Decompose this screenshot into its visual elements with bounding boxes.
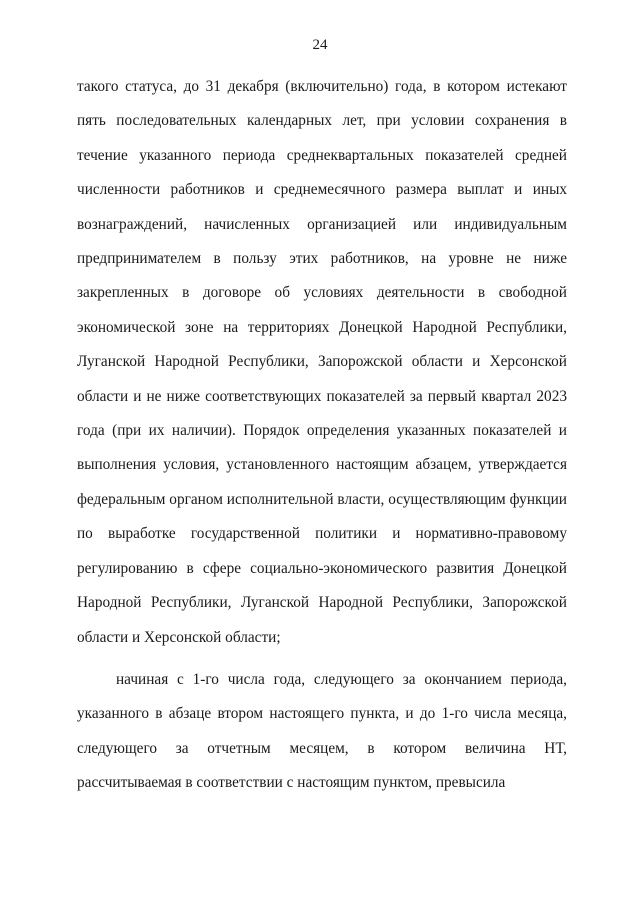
page-number: 24 [312,37,328,53]
paragraph-starting: начиная с 1-го числа года, следующего за окончанием периода, указанного в абзаце втором настоящего пункта, и до 1-го числа месяца, следующего за отчетным месяцем, в котором величина НТ, рассчитываемая в соответствии с настоящим пунктом, превысила [77,670,567,792]
document-body [77,70,567,801]
paragraph-continuation: такого статуса, до 31 декабря (включительно) года, в котором истекают пять последовательных календарных лет, при условии сохранения в течение указанного периода среднеквартальных показателей средней численности работников и среднемесячного размера выплат и иных вознаграждений, начисленных организацией или индивидуальным предпринимателем в пользу этих работников, на уровне не ниже закрепленных в договоре об условиях деятельности в свободной экономической зоне на территориях Донецкой Народной Республики, Луганской Народной Республики, Запорожской области и Херсонской области и не ниже соответствующих показателей за первый квартал 2023 года (при их наличии). Порядок определения указанных показателей и выполнения условия, установленного настоящим абзацем, утверждается федеральным органом исполнительной власти, осуществляющим функции по выработке государственной политики и нормативно-правовому регулированию в сфере социально-экономического развития Донецкой Народной Республики, Луганской Народной Республики, Запорожской области и Херсонской области; [77,78,567,646]
